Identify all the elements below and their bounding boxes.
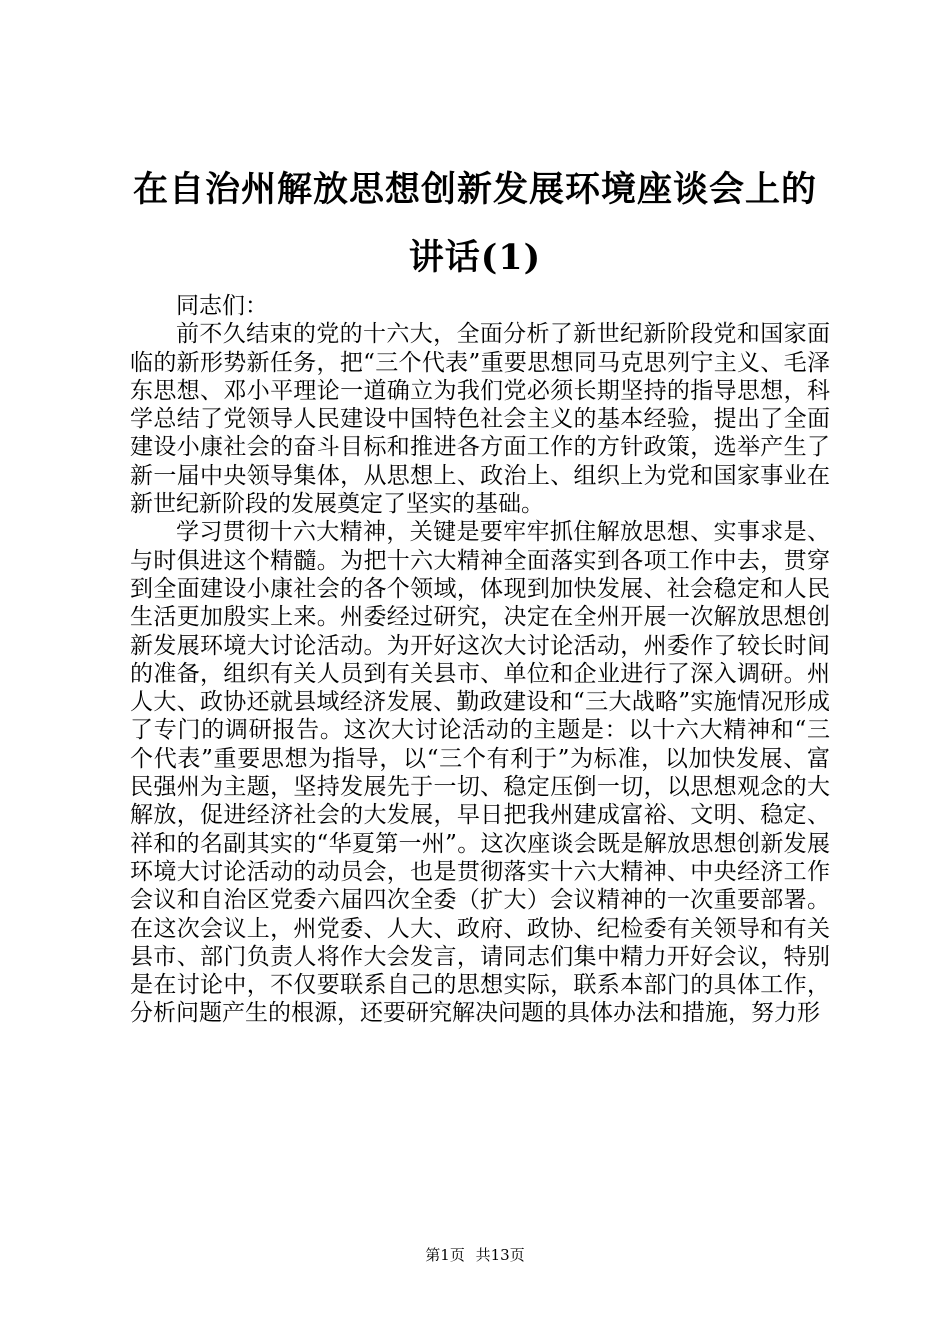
page-footer	[0, 1244, 950, 1265]
page-total: 共13页	[475, 1246, 525, 1264]
salutation: 同志们：	[176, 293, 268, 319]
paragraph-2: 学习贯彻十六大精神，关键是要牢牢抓住解放思想、实事求是、与时俱进这个精髓。为把十六大精神全面落实到各项工作中去，贯穿到全面建设小康社会的各个领域，体现到加快发展、社会稳定和人民生活更加殷实上来。州委经过研究，决定在全州开展一次解放思想创新发展环境大讨论活动。为开好这次大讨论活动，州委作了较长时间的准备，组织有关人员到有关县市、单位和企业进行了深入调研。州人大、政协还就县域经济发展、勤政建设和“三大战略”实施情况形成了专门的调研报告。这次大讨论活动的主题是：以十六大精神和“三个代表”重要思想为指导，以“三个有利于”为标准，以加快发展、富民强州为主题，坚持发展先于一切、稳定压倒一切，以思想观念的大解放，促进经济社会的大发展，早日把我州建成富裕、文明、稳定、祥和的名副其实的“华夏第一州”。这次座谈会既是解放思想创新发展环境大讨论活动的动员会，也是贯彻落实十六大精神、中央经济工作会议和自治区党委六届四次全委（扩大）会议精神的一次重要部署。在这次会议上，州党委、人大、政府、政协、纪检委有关领导和有关县市、部门负责人将作大会发言，请同志们集中精力开好会议，特别是在讨论中，不仅要联系自己的思想实际，联系本部门的具体工作，分析问题产生的根源，还要研究解决问题的具体办法和措施，努力形	[130, 519, 830, 1027]
document-title: 在自治州解放思想创新发展环境座谈会上的讲话(1)	[132, 169, 817, 278]
paragraph-1: 前不久结束的党的十六大，全面分析了新世纪新阶段党和国家面临的新形势新任务，把“三个代表”重要思想同马克思列宁主义、毛泽东思想、邓小平理论一道确立为我们党必须长期坚持的指导思想，科学总结了党领导人民建设中国特色社会主义的基本经验，提出了全面建设小康社会的奋斗目标和推进各方面工作的方针政策，选举产生了新一届中央领导集体，从思想上、政治上、组织上为党和国家事业在新世纪新阶段的发展奠定了坚实的基础。	[130, 321, 830, 518]
page-number: 第1页	[425, 1246, 465, 1264]
document-body	[130, 292, 830, 1028]
